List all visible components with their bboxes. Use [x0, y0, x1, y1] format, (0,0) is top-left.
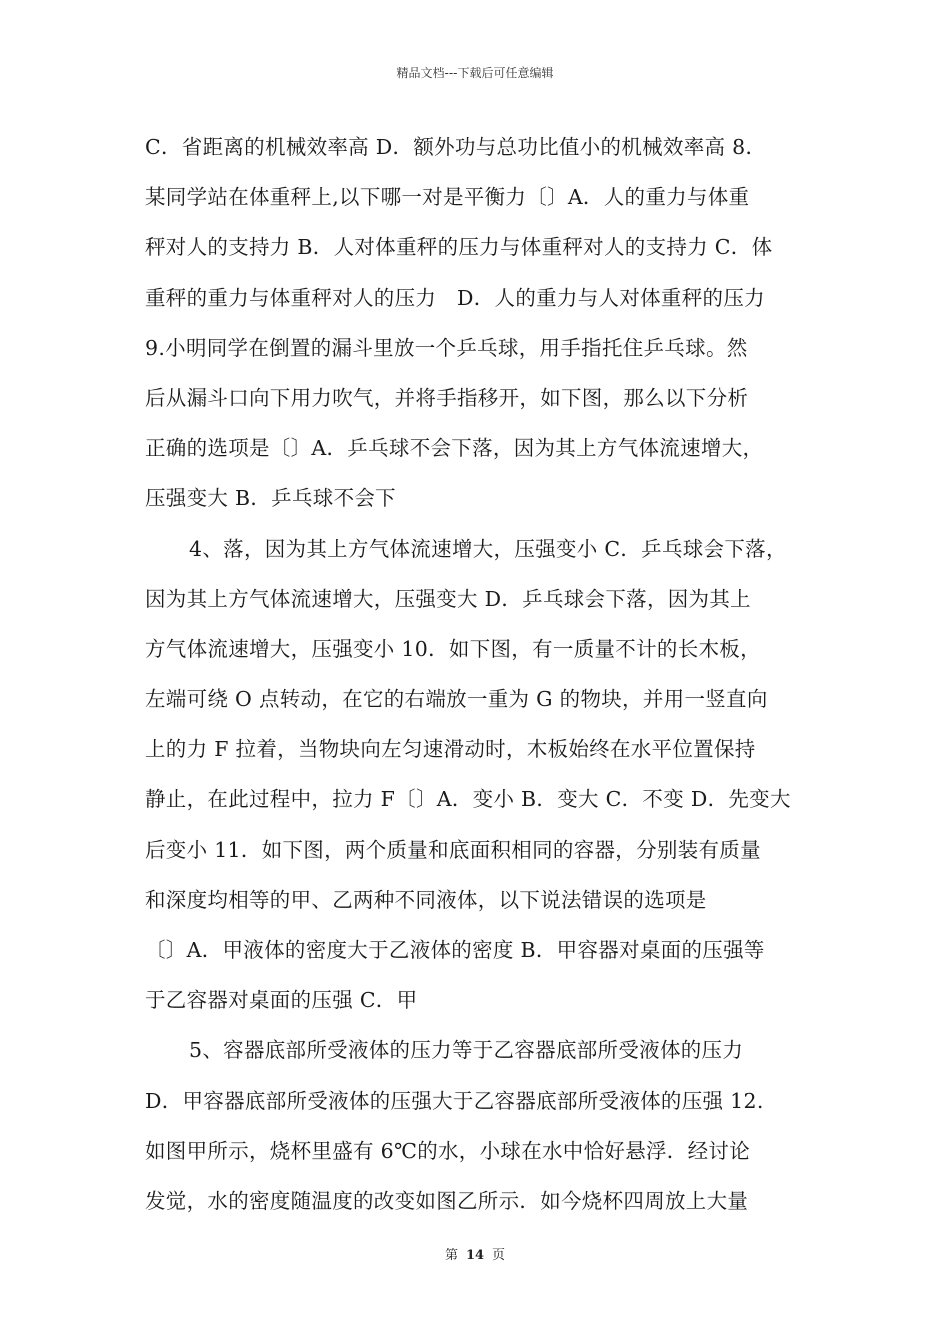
text-line: 发觉，水的密度随温度的改变如图乙所示．如今烧杯四周放上大量: [145, 1188, 749, 1213]
text-line: 9.小明同学在倒置的漏斗里放一个乒乓球，用手指托住乒乓球。然: [145, 335, 748, 360]
text-line: 静止，在此过程中，拉力 F〔〕A．变小 B．变大 C．不变 D．先变大: [145, 787, 791, 812]
text-line: 上的力 F 拉着，当物块向左匀速滑动时，木板始终在水平位置保持: [145, 737, 756, 762]
text-line: 重秤的重力与体重秤对人的压力 D．人的重力与人对体重秤的压力: [145, 285, 765, 310]
text-line: 于乙容器对桌面的压强 C．甲: [145, 988, 418, 1013]
page-label-suffix: 页: [492, 1248, 506, 1263]
text-line: 某同学站在体重秤上,以下哪一对是平衡力〔〕A．人的重力与体重: [145, 185, 750, 210]
text-line: 左端可绕 O 点转动，在它的右端放一重为 G 的物块，并用一竖直向: [145, 687, 768, 712]
document-body: [145, 122, 813, 1226]
page-footer: [0, 1244, 950, 1263]
paragraph-start-line: 5、容器底部所受液体的压力等于乙容器底部所受液体的压力: [189, 1038, 744, 1063]
page-label-prefix: 第: [444, 1248, 458, 1263]
text-line: 如图甲所示，烧杯里盛有 6℃的水，小球在水中恰好悬浮．经讨论: [145, 1138, 750, 1163]
text-line: 和深度均相等的甲、乙两种不同液体，以下说法错误的选项是: [145, 887, 707, 912]
text-line: 因为其上方气体流速增大，压强变大 D．乒乓球会下落，因为其上: [145, 586, 751, 611]
page-header: 精品文档---下载后可任意编辑: [396, 66, 554, 80]
text-line: 压强变大 B．乒乓球不会下: [145, 486, 396, 511]
text-line: 后变小 11．如下图，两个质量和底面积相同的容器，分别装有质量: [145, 837, 761, 862]
text-line: 方气体流速增大，压强变小 10．如下图，有一质量不计的长木板，: [145, 636, 761, 661]
text-line: 秤对人的支持力 B．人对体重秤的压力与体重秤对人的支持力 C．体: [145, 235, 773, 260]
paragraph-start-line: 4、落，因为其上方气体流速增大，压强变小 C．乒乓球会下落，: [189, 536, 787, 561]
text-line: C．省距离的机械效率高 D．额外功与总功比值小的机械效率高 8．: [145, 135, 767, 159]
text-line: 后从漏斗口向下用力吹气，并将手指移开，如下图，那么以下分析: [145, 385, 749, 410]
page-number: 14: [465, 1248, 485, 1263]
text-line: 正确的选项是〔〕A．乒乓球不会下落，因为其上方气体流速增大，: [145, 436, 764, 461]
text-line: D．甲容器底部所受液体的压强大于乙容器底部所受液体的压强 12.: [145, 1088, 764, 1113]
text-line: 〔〕A．甲液体的密度大于乙液体的密度 B．甲容器对桌面的压强等: [145, 938, 765, 962]
